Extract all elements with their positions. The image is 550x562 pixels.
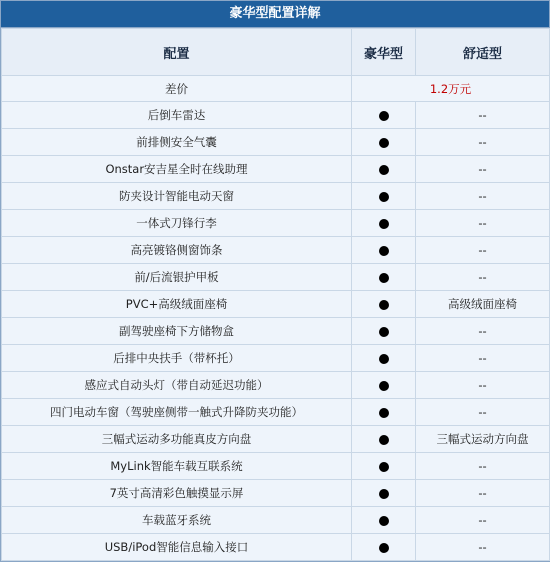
included-dot-icon <box>379 489 389 499</box>
comfort-cell: 高级绒面座椅 <box>416 291 550 318</box>
included-dot-icon <box>379 111 389 121</box>
comfort-cell: -- <box>416 156 550 183</box>
feature-cell: Onstar安吉星全时在线助理 <box>2 156 352 183</box>
luxury-cell <box>352 480 416 507</box>
header-luxury: 豪华型 <box>352 29 416 76</box>
luxury-cell <box>352 156 416 183</box>
luxury-cell <box>352 426 416 453</box>
feature-cell: 高亮镀铬侧窗饰条 <box>2 237 352 264</box>
price-row <box>2 76 550 102</box>
feature-cell: 四门电动车窗（驾驶座侧带一触式升降防夹功能） <box>2 399 352 426</box>
luxury-cell <box>352 534 416 561</box>
comfort-cell: -- <box>416 507 550 534</box>
included-dot-icon <box>379 192 389 202</box>
included-dot-icon <box>379 408 389 418</box>
table-title: 豪华型配置详解 <box>1 1 549 28</box>
table-row <box>2 102 550 129</box>
feature-cell: 后排中央扶手（带杯托） <box>2 345 352 372</box>
feature-cell: 前排侧安全气囊 <box>2 129 352 156</box>
table-row <box>2 480 550 507</box>
luxury-cell <box>352 453 416 480</box>
included-dot-icon <box>379 462 389 472</box>
comfort-cell: -- <box>416 102 550 129</box>
feature-cell: 7英寸高清彩色触摸显示屏 <box>2 480 352 507</box>
comfort-cell: -- <box>416 534 550 561</box>
included-dot-icon <box>379 273 389 283</box>
comfort-cell: -- <box>416 480 550 507</box>
feature-cell: 一体式刀锋行李 <box>2 210 352 237</box>
comfort-cell: -- <box>416 453 550 480</box>
table-row <box>2 129 550 156</box>
feature-cell: 防夹设计智能电动天窗 <box>2 183 352 210</box>
comfort-cell: -- <box>416 399 550 426</box>
header-config: 配置 <box>2 29 352 76</box>
table-row <box>2 318 550 345</box>
feature-cell: 前/后流银护甲板 <box>2 264 352 291</box>
feature-cell: 副驾驶座椅下方储物盒 <box>2 318 352 345</box>
feature-cell: 三幅式运动多功能真皮方向盘 <box>2 426 352 453</box>
table-body <box>2 76 550 561</box>
comfort-cell: -- <box>416 210 550 237</box>
included-dot-icon <box>379 327 389 337</box>
luxury-cell <box>352 237 416 264</box>
comfort-cell: -- <box>416 183 550 210</box>
included-dot-icon <box>379 543 389 553</box>
included-dot-icon <box>379 300 389 310</box>
feature-cell: 感应式自动头灯（带自动延迟功能） <box>2 372 352 399</box>
luxury-cell <box>352 264 416 291</box>
luxury-cell <box>352 129 416 156</box>
feature-cell: PVC+高级绒面座椅 <box>2 291 352 318</box>
luxury-cell <box>352 507 416 534</box>
table-row <box>2 426 550 453</box>
included-dot-icon <box>379 165 389 175</box>
header-comfort: 舒适型 <box>416 29 550 76</box>
comfort-cell: -- <box>416 264 550 291</box>
table-row <box>2 156 550 183</box>
table-row <box>2 399 550 426</box>
included-dot-icon <box>379 138 389 148</box>
included-dot-icon <box>379 246 389 256</box>
comfort-cell: -- <box>416 237 550 264</box>
included-dot-icon <box>379 354 389 364</box>
feature-cell: MyLink智能车载互联系统 <box>2 453 352 480</box>
table-row <box>2 453 550 480</box>
table-row <box>2 372 550 399</box>
feature-cell: USB/iPod智能信息输入接口 <box>2 534 352 561</box>
table-row <box>2 237 550 264</box>
luxury-cell <box>352 399 416 426</box>
comfort-cell: -- <box>416 129 550 156</box>
luxury-cell <box>352 345 416 372</box>
comfort-cell: -- <box>416 345 550 372</box>
feature-cell: 后倒车雷达 <box>2 102 352 129</box>
luxury-cell <box>352 183 416 210</box>
included-dot-icon <box>379 435 389 445</box>
luxury-cell <box>352 372 416 399</box>
included-dot-icon <box>379 516 389 526</box>
included-dot-icon <box>379 219 389 229</box>
table-row <box>2 534 550 561</box>
config-table <box>1 28 550 561</box>
luxury-cell <box>352 318 416 345</box>
included-dot-icon <box>379 381 389 391</box>
table-row <box>2 507 550 534</box>
luxury-cell <box>352 291 416 318</box>
comfort-cell: -- <box>416 372 550 399</box>
table-row <box>2 291 550 318</box>
luxury-cell <box>352 102 416 129</box>
table-row <box>2 210 550 237</box>
table-row <box>2 264 550 291</box>
price-label: 差价 <box>2 76 352 102</box>
table-row <box>2 183 550 210</box>
header-row <box>2 29 550 76</box>
feature-cell: 车载蓝牙系统 <box>2 507 352 534</box>
price-value: 1.2万元 <box>352 76 550 102</box>
comfort-cell: 三幅式运动方向盘 <box>416 426 550 453</box>
table-row <box>2 345 550 372</box>
luxury-cell <box>352 210 416 237</box>
comfort-cell: -- <box>416 318 550 345</box>
